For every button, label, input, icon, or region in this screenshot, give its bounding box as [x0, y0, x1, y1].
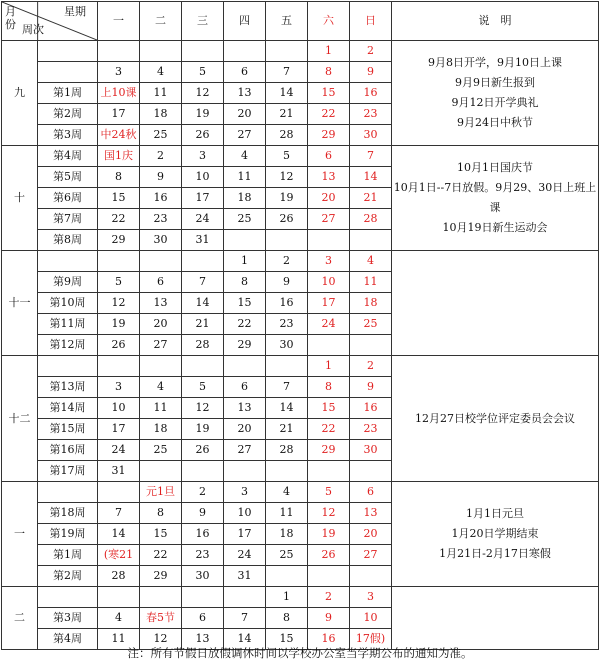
week-number-cell	[38, 587, 98, 608]
day-header-fri: 五	[266, 2, 308, 41]
date-cell: 3	[308, 251, 350, 272]
date-cell: 元1旦	[140, 482, 182, 503]
corner-weekday-label: 星期	[64, 5, 86, 18]
date-cell: 6	[140, 272, 182, 293]
footnote: 注：所有节假日放假调休时间以学校办公室当学期公布的通知为准。	[127, 646, 473, 660]
date-cell: 19	[308, 524, 350, 545]
date-cell	[140, 587, 182, 608]
date-cell: 15	[140, 524, 182, 545]
date-cell	[140, 461, 182, 482]
date-cell: 17	[98, 104, 140, 125]
corner-week-label: 周次	[22, 23, 44, 36]
date-cell: 28	[266, 440, 308, 461]
month-cell: 一	[2, 482, 38, 587]
date-cell	[140, 41, 182, 62]
week-number-cell: 第13周	[38, 377, 98, 398]
month-cell: 十一	[2, 251, 38, 356]
date-cell: 26	[98, 335, 140, 356]
date-cell	[182, 41, 224, 62]
date-cell: 4	[140, 377, 182, 398]
month-cell: 九	[2, 41, 38, 146]
week-row	[2, 482, 599, 503]
note-line: 9月24日中秋节	[457, 116, 533, 129]
week-number-cell: 第1周	[38, 545, 98, 566]
date-cell: 16	[140, 188, 182, 209]
date-cell	[308, 230, 350, 251]
week-number-cell: 第9周	[38, 272, 98, 293]
date-cell: 13	[224, 83, 266, 104]
date-cell: 13	[140, 293, 182, 314]
date-cell: 16	[182, 524, 224, 545]
date-cell: 3	[182, 146, 224, 167]
date-cell: 18	[140, 419, 182, 440]
date-cell: 31	[182, 230, 224, 251]
date-cell: 14	[266, 83, 308, 104]
date-cell: 9	[266, 272, 308, 293]
date-cell: 10	[98, 398, 140, 419]
date-cell: 29	[98, 230, 140, 251]
week-number-cell: 第17周	[38, 461, 98, 482]
note-line: 1月20日学期结束	[451, 527, 539, 540]
date-cell: 19	[182, 419, 224, 440]
date-cell: 21	[266, 419, 308, 440]
date-cell: 21	[266, 104, 308, 125]
calendar-body	[2, 2, 599, 650]
date-cell: 2	[308, 587, 350, 608]
date-cell: 31	[224, 566, 266, 587]
date-cell: 10	[224, 503, 266, 524]
week-row	[2, 251, 599, 272]
date-cell: 26	[182, 125, 224, 146]
date-cell: 上10课	[98, 83, 140, 104]
date-cell: 20	[308, 188, 350, 209]
week-number-cell: 第18周	[38, 503, 98, 524]
date-cell: 14	[350, 167, 392, 188]
date-cell: 30	[350, 440, 392, 461]
date-cell	[98, 251, 140, 272]
date-cell: 2	[350, 41, 392, 62]
date-cell: 6	[308, 146, 350, 167]
day-header-tue: 二	[140, 2, 182, 41]
date-cell: 29	[224, 335, 266, 356]
date-cell: 21	[350, 188, 392, 209]
day-header-wed: 三	[182, 2, 224, 41]
week-number-cell: 第8周	[38, 230, 98, 251]
date-cell: 20	[224, 419, 266, 440]
date-cell: 8	[266, 608, 308, 629]
date-cell: 13	[308, 167, 350, 188]
date-cell: 28	[182, 335, 224, 356]
date-cell: 4	[224, 146, 266, 167]
date-cell: 18	[350, 293, 392, 314]
notes-cell	[392, 356, 599, 482]
notes-header: 说 明	[392, 2, 599, 41]
date-cell: 20	[224, 104, 266, 125]
date-cell: 25	[140, 125, 182, 146]
week-number-cell: 第4周	[38, 146, 98, 167]
week-number-cell	[38, 251, 98, 272]
day-header-mon: 一	[98, 2, 140, 41]
date-cell: 11	[224, 167, 266, 188]
week-number-cell: 第10周	[38, 293, 98, 314]
date-cell: 24	[182, 209, 224, 230]
date-cell	[140, 356, 182, 377]
date-cell: 3	[98, 377, 140, 398]
date-cell	[140, 251, 182, 272]
date-cell: 28	[266, 125, 308, 146]
date-cell: 15	[266, 629, 308, 650]
date-cell: 16	[350, 398, 392, 419]
week-number-cell: 第2周	[38, 566, 98, 587]
date-cell	[98, 356, 140, 377]
date-cell: 11	[350, 272, 392, 293]
date-cell: 15	[224, 293, 266, 314]
date-cell: 6	[224, 62, 266, 83]
date-cell: 26	[266, 209, 308, 230]
date-cell: 30	[266, 335, 308, 356]
date-cell: 10	[308, 272, 350, 293]
date-cell: 春5节	[140, 608, 182, 629]
date-cell	[266, 230, 308, 251]
date-cell	[350, 461, 392, 482]
date-cell: 4	[98, 608, 140, 629]
date-cell: 12	[140, 629, 182, 650]
date-cell: 22	[140, 545, 182, 566]
date-cell	[182, 356, 224, 377]
date-cell: 29	[308, 125, 350, 146]
date-cell: 15	[98, 188, 140, 209]
date-cell: 5	[308, 482, 350, 503]
date-cell: 17	[182, 188, 224, 209]
date-cell: 19	[98, 314, 140, 335]
date-cell: 30	[182, 566, 224, 587]
date-cell	[182, 461, 224, 482]
week-number-cell: 第15周	[38, 419, 98, 440]
date-cell	[350, 566, 392, 587]
date-cell: 8	[308, 62, 350, 83]
date-cell: 24	[308, 314, 350, 335]
date-cell: 2	[140, 146, 182, 167]
date-cell: 6	[350, 482, 392, 503]
school-calendar-table	[1, 1, 599, 650]
date-cell: 2	[266, 251, 308, 272]
date-cell: 4	[140, 62, 182, 83]
date-cell: 24	[98, 440, 140, 461]
date-cell: 7	[266, 377, 308, 398]
date-cell: 26	[308, 545, 350, 566]
month-cell: 十	[2, 146, 38, 251]
date-cell	[266, 356, 308, 377]
date-cell	[224, 230, 266, 251]
date-cell: 3	[98, 62, 140, 83]
note-line: 1月21日-2月17日寒假	[439, 547, 551, 560]
day-header-sun: 日	[350, 2, 392, 41]
week-number-cell: 第1周	[38, 83, 98, 104]
date-cell: 25	[140, 440, 182, 461]
week-row	[2, 587, 599, 608]
week-number-cell: 第3周	[38, 608, 98, 629]
week-number-cell: 第3周	[38, 125, 98, 146]
date-cell: 5	[182, 62, 224, 83]
date-cell: 4	[350, 251, 392, 272]
week-number-cell: 第12周	[38, 335, 98, 356]
date-cell	[308, 566, 350, 587]
date-cell: 5	[182, 377, 224, 398]
date-cell: 中24秋	[98, 125, 140, 146]
date-cell: 20	[140, 314, 182, 335]
date-cell: 22	[308, 419, 350, 440]
date-cell: 7	[350, 146, 392, 167]
week-number-cell	[38, 482, 98, 503]
date-cell	[224, 587, 266, 608]
date-cell: 14	[266, 398, 308, 419]
date-cell: 18	[140, 104, 182, 125]
date-cell	[98, 41, 140, 62]
note-line: 1月1日元旦	[466, 507, 524, 520]
date-cell: 7	[182, 272, 224, 293]
date-cell: 27	[308, 209, 350, 230]
date-cell: 17	[308, 293, 350, 314]
date-cell: 17	[98, 419, 140, 440]
week-row	[2, 146, 599, 167]
date-cell: 23	[350, 104, 392, 125]
date-cell: 22	[308, 104, 350, 125]
date-cell: 9	[308, 608, 350, 629]
date-cell: 28	[350, 209, 392, 230]
date-cell: 5	[266, 146, 308, 167]
day-header-sat: 六	[308, 2, 350, 41]
date-cell	[224, 461, 266, 482]
date-cell: 15	[308, 398, 350, 419]
date-cell: 23	[266, 314, 308, 335]
date-cell	[98, 587, 140, 608]
notes-cell	[392, 41, 599, 146]
note-line: 9月12日开学典礼	[451, 96, 539, 109]
date-cell: 23	[140, 209, 182, 230]
date-cell	[266, 461, 308, 482]
date-cell: 国1庆	[98, 146, 140, 167]
date-cell: 23	[182, 545, 224, 566]
date-cell	[350, 230, 392, 251]
date-cell: 1	[224, 251, 266, 272]
week-row	[2, 41, 599, 62]
notes-cell	[392, 482, 599, 587]
note-line: 10月1日国庆节	[457, 161, 533, 174]
date-cell: 29	[140, 566, 182, 587]
date-cell: 31	[98, 461, 140, 482]
date-cell: 9	[350, 62, 392, 83]
date-cell: 9	[140, 167, 182, 188]
date-cell: 27	[140, 335, 182, 356]
date-cell: 14	[182, 293, 224, 314]
notes-cell	[392, 587, 599, 650]
date-cell: 1	[266, 587, 308, 608]
date-cell: 28	[98, 566, 140, 587]
month-cell: 二	[2, 587, 38, 650]
date-cell	[182, 251, 224, 272]
week-number-cell: 第6周	[38, 188, 98, 209]
date-cell: 11	[98, 629, 140, 650]
week-number-cell: 第4周	[38, 629, 98, 650]
day-header-thu: 四	[224, 2, 266, 41]
date-cell	[98, 482, 140, 503]
date-cell: 24	[224, 545, 266, 566]
header-row	[2, 2, 599, 41]
date-cell: 27	[224, 125, 266, 146]
date-cell: 21	[182, 314, 224, 335]
date-cell: 8	[140, 503, 182, 524]
week-number-cell: 第16周	[38, 440, 98, 461]
month-cell: 十二	[2, 356, 38, 482]
date-cell: (寒21	[98, 545, 140, 566]
date-cell: 1	[308, 41, 350, 62]
date-cell: 12	[308, 503, 350, 524]
date-cell: 30	[140, 230, 182, 251]
week-number-cell: 第2周	[38, 104, 98, 125]
date-cell: 12	[98, 293, 140, 314]
week-number-cell: 第14周	[38, 398, 98, 419]
week-number-cell	[38, 62, 98, 83]
date-cell: 22	[224, 314, 266, 335]
date-cell: 10	[182, 167, 224, 188]
note-line: 10月1日--7日放假。9月29、30日上班上课	[393, 181, 597, 214]
note-line: 9月8日开学，9月10日上课	[428, 56, 562, 69]
date-cell: 8	[308, 377, 350, 398]
week-number-cell: 第19周	[38, 524, 98, 545]
date-cell: 6	[224, 377, 266, 398]
date-cell: 18	[224, 188, 266, 209]
date-cell: 7	[98, 503, 140, 524]
date-cell: 16	[308, 629, 350, 650]
week-row	[2, 356, 599, 377]
week-number-cell	[38, 41, 98, 62]
date-cell: 19	[182, 104, 224, 125]
note-line: 10月19日新生运动会	[442, 221, 548, 234]
date-cell: 7	[224, 608, 266, 629]
date-cell: 30	[350, 125, 392, 146]
date-cell: 13	[224, 398, 266, 419]
date-cell: 2	[350, 356, 392, 377]
date-cell: 13	[182, 629, 224, 650]
note-line: 9月9日新生报到	[455, 76, 535, 89]
date-cell: 13	[350, 503, 392, 524]
date-cell	[308, 461, 350, 482]
date-cell: 8	[98, 167, 140, 188]
date-cell: 25	[350, 314, 392, 335]
week-number-cell: 第7周	[38, 209, 98, 230]
date-cell: 20	[350, 524, 392, 545]
week-number-cell: 第5周	[38, 167, 98, 188]
date-cell	[266, 41, 308, 62]
date-cell: 17	[224, 524, 266, 545]
date-cell: 5	[98, 272, 140, 293]
date-cell: 9	[182, 503, 224, 524]
date-cell: 18	[266, 524, 308, 545]
date-cell: 8	[224, 272, 266, 293]
week-number-cell	[38, 356, 98, 377]
date-cell: 23	[350, 419, 392, 440]
date-cell: 17假)	[350, 629, 392, 650]
date-cell: 25	[266, 545, 308, 566]
notes-cell	[392, 251, 599, 356]
date-cell: 14	[98, 524, 140, 545]
corner-month-label: 月份	[5, 5, 16, 31]
date-cell: 9	[350, 377, 392, 398]
date-cell: 15	[308, 83, 350, 104]
date-cell: 26	[182, 440, 224, 461]
notes-cell	[392, 146, 599, 251]
date-cell: 3	[350, 587, 392, 608]
date-cell: 4	[266, 482, 308, 503]
date-cell: 7	[266, 62, 308, 83]
date-cell	[224, 356, 266, 377]
date-cell	[224, 41, 266, 62]
date-cell: 11	[140, 398, 182, 419]
date-cell	[182, 587, 224, 608]
date-cell	[350, 335, 392, 356]
date-cell: 1	[308, 356, 350, 377]
date-cell: 14	[224, 629, 266, 650]
date-cell: 2	[182, 482, 224, 503]
note-line: 12月27日校学位评定委员会会议	[415, 411, 575, 425]
date-cell: 19	[266, 188, 308, 209]
date-cell: 12	[182, 83, 224, 104]
week-number-cell: 第11周	[38, 314, 98, 335]
date-cell	[266, 566, 308, 587]
corner-header	[2, 2, 98, 41]
date-cell: 16	[266, 293, 308, 314]
date-cell: 25	[224, 209, 266, 230]
date-cell: 11	[266, 503, 308, 524]
date-cell: 11	[140, 83, 182, 104]
date-cell: 12	[266, 167, 308, 188]
date-cell: 6	[182, 608, 224, 629]
date-cell: 27	[350, 545, 392, 566]
date-cell: 22	[98, 209, 140, 230]
date-cell: 3	[224, 482, 266, 503]
date-cell: 16	[350, 83, 392, 104]
date-cell: 27	[224, 440, 266, 461]
date-cell: 10	[350, 608, 392, 629]
date-cell: 12	[182, 398, 224, 419]
date-cell	[308, 335, 350, 356]
date-cell: 29	[308, 440, 350, 461]
